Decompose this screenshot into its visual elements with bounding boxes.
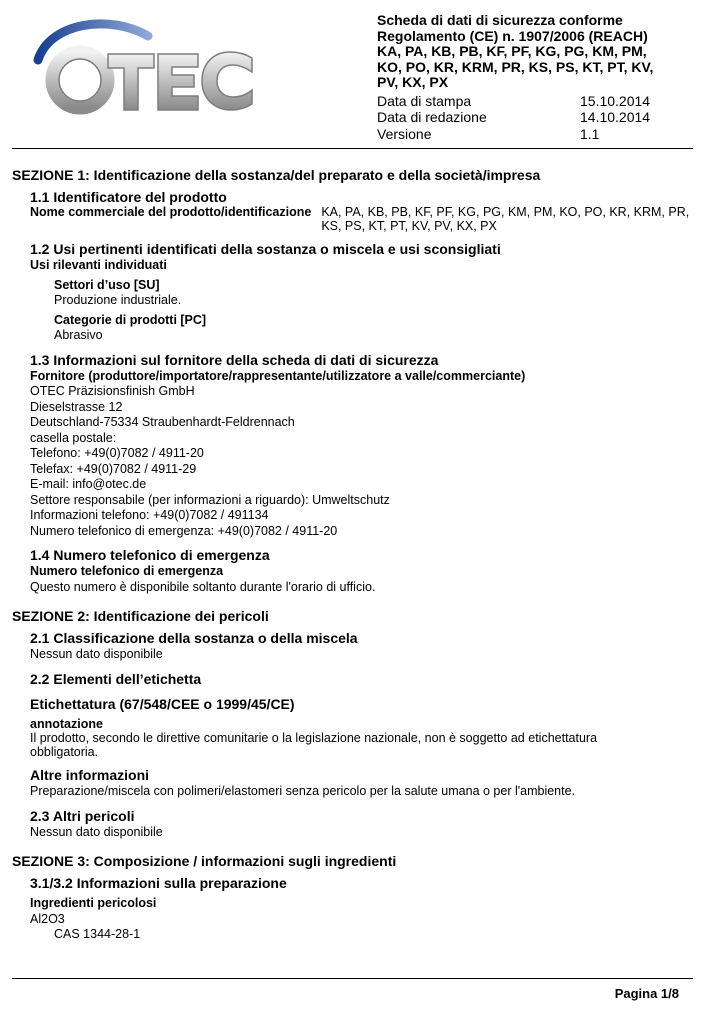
supplier-line: Telefono: +49(0)7082 / 4911-20 <box>30 446 204 460</box>
annotation-value: Il prodotto, secondo le direttive comunitarie o la legislazione nazionale, non è soggetto ad etichettatura obbligatoria. <box>30 731 598 759</box>
meta-value: 14.10.2014 <box>580 109 651 125</box>
product-name-value: KA, PA, KB, PB, KF, PF, KG, PG, KM, PM, KO, PO, KR, KRM, PR, KS, PS, KT, PT, KV, PV, KX, PX <box>321 205 690 233</box>
supplier-line: OTEC Präzisionsfinish GmbH <box>30 384 195 398</box>
emergency-label: Numero telefonico di emergenza <box>30 564 224 578</box>
heading-1-2: 1.2 Usi pertinenti identificati della sostanza o miscela e usi sconsigliati <box>30 241 501 257</box>
supplier-line: Settore responsabile (per informazioni a riguardo): Umweltschutz <box>30 492 390 507</box>
classification-value: Nessun dato disponibile <box>30 647 163 661</box>
su-value: Produzione industriale. <box>54 293 182 307</box>
pc-value: Abrasivo <box>54 328 103 342</box>
meta-value: 1.1 <box>580 125 600 142</box>
ingredient-cas: CAS 1344-28-1 <box>54 927 141 941</box>
document-header <box>377 13 697 142</box>
supplier-block <box>12 384 693 539</box>
su-label: Settori d’uso [SU] <box>54 277 160 292</box>
heading-2-2: 2.2 Elementi dell’etichetta <box>30 670 202 687</box>
heading-2-3: 2.3 Altri pericoli <box>30 807 135 824</box>
footer-divider <box>12 978 693 979</box>
heading-1-4: 1.4 Numero telefonico di emergenza <box>30 547 270 563</box>
labelling-heading: Etichettatura (67/548/CEE o 1999/45/CE) <box>30 695 295 712</box>
header-divider <box>12 148 693 149</box>
document-body <box>12 166 693 943</box>
supplier-label: Fornitore (produttore/importatore/rappresentante/utilizzatore a valle/commerciante) <box>30 368 526 383</box>
pc-label: Categorie di prodotti [PC] <box>54 312 207 327</box>
print-date-row <box>377 93 697 110</box>
page-number: Pagina 1/8 <box>614 986 679 1001</box>
meta-value: 15.10.2014 <box>580 92 651 109</box>
heading-2-1: 2.1 Classificazione della sostanza o della miscela <box>30 630 358 646</box>
document-meta <box>377 93 697 143</box>
section-3-title: SEZIONE 3: Composizione / informazioni sugli ingredienti <box>12 853 397 869</box>
title-line: KA, PA, KB, PB, KF, PF, KG, PG, KM, PM, <box>377 43 647 59</box>
supplier-line: Deutschland-75334 Straubenhardt-Feldrennach <box>30 415 295 429</box>
supplier-line: Numero telefonico di emergenza: +49(0)7082 / 4911-20 <box>30 523 338 538</box>
title-line: PV, KX, PX <box>377 74 449 90</box>
meta-label: Data di stampa <box>377 92 472 109</box>
ingredient-name: Al2O3 <box>30 911 65 926</box>
meta-label: Versione <box>377 125 432 142</box>
emergency-value: Questo numero è disponibile soltanto durante l'orario di ufficio. <box>30 579 376 594</box>
other-info-value: Preparazione/miscela con polimeri/elastomeri senza pericolo per la salute umana o per l'ambiente. <box>30 784 576 798</box>
supplier-line: E-mail: info@otec.de <box>30 477 147 491</box>
supplier-line: casella postale: <box>30 430 117 445</box>
otec-logo <box>30 18 260 128</box>
section-2-title: SEZIONE 2: Identificazione dei pericoli <box>12 608 269 624</box>
uses-label: Usi rilevanti individuati <box>30 258 167 272</box>
supplier-line: Informazioni telefono: +49(0)7082 / 491134 <box>30 508 269 522</box>
section-1-title: SEZIONE 1: Identificazione della sostanza/del preparato e della società/impresa <box>12 167 541 183</box>
product-name-row <box>12 206 693 233</box>
title-line: Scheda di dati di sicurezza conforme <box>377 12 623 28</box>
document-title <box>377 13 697 91</box>
supplier-line: Dieselstrasse 12 <box>30 399 123 414</box>
heading-1-1: 1.1 Identificatore del prodotto <box>30 189 227 205</box>
edit-date-row <box>377 109 697 126</box>
title-line: KO, PO, KR, KRM, PR, KS, PS, KT, PT, KV, <box>377 58 654 75</box>
other-hazards-value: Nessun dato disponibile <box>30 824 163 839</box>
heading-1-3: 1.3 Informazioni sul fornitore della scheda di dati di sicurezza <box>30 351 439 368</box>
version-row <box>377 126 697 143</box>
product-name-label: Nome commerciale del prodotto/identificazione <box>30 205 312 219</box>
meta-label: Data di redazione <box>377 109 487 125</box>
heading-3-1: 3.1/3.2 Informazioni sulla preparazione <box>30 875 287 891</box>
title-line: Regolamento (CE) n. 1907/2006 (REACH) <box>377 27 648 44</box>
supplier-line: Telefax: +49(0)7082 / 4911-29 <box>30 461 197 476</box>
annotation-label: annotazione <box>30 716 103 731</box>
other-info-heading: Altre informazioni <box>30 767 150 783</box>
ingredients-label: Ingredienti pericolosi <box>30 896 157 910</box>
